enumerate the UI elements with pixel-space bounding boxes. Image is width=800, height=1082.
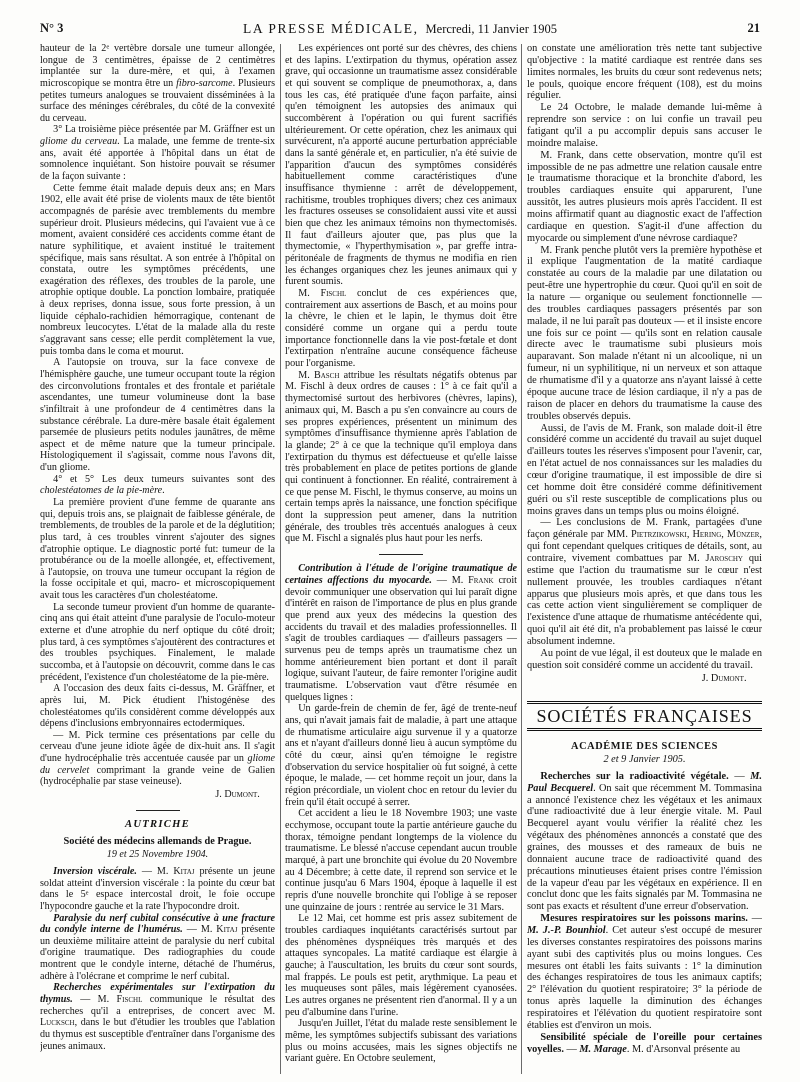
paragraph-text: — M. [431, 574, 469, 586]
paragraph [285, 913, 517, 1018]
paragraph-text: Un garde-frein de chemin de fer, âgé de trente-neuf ans, qui n'avait jamais fait de maladie, à part une attaque de rhumatisme articulaire aigu survenue il y a quatorze ans et n'ayant d'ailleurs donné lieu à aucun symptôme du côté du cœur, ainsi qu'en témoigne le registre d'observation du service hospitalier où fut soigné, à cette époque, le malade, — cet homme reçoit un jour, dans la région précordiale, un violent choc en retour du levier du frein qu'il était occupé à serrer. [285, 703, 517, 808]
paragraph-text: 3° La troisième pièce présentée par M. Gräffner est un [53, 124, 275, 136]
paragraph-text: hauteur de la 2 [40, 43, 107, 54]
section-title: M. Marage [579, 1043, 627, 1055]
paragraph-text: La première provient d'une femme de quarante ans qui, depuis trois ans, se plaignait de faiblesse générale, de tremblements, de troubles de la parole et de la déglutition; plus tard, à ces troubles vinrent s'ajouter des signes d'atrophie optique. Le diagnostic porté fut: tumeur de la protubérance ou de la moelle allongée, et, effectivement, à l'autopsie, on trouva une tumeur occupant la région de la fosse occipitale et qui, macro- et microscopiquement avait tous les caractères d'un cholestéatome. [40, 496, 275, 602]
paragraph [40, 982, 275, 1052]
paragraph-text: M. Frank penche plutôt vers la première hypothèse et il explique l'augmentation de la matité cardiaque constatée au cours de la maladie par une dilatation ou peut-être une hypertrophie du cœur. Quoi qu'il en soit de la nature — organique ou seulement fonctionnelle — des troubles cardiaques passagers présentés par son malade, il ne lui paraît pas douteux — et il insiste encore une fois sur ce point — qu'ils sont en relation causale directe avec le traumatisme subi plusieurs mois auparavant. Son malade n'étant ni un alcoolique, ni un fumeur, ni un syphilitique, ni un nerveux et son attaque de rhumatisme d'il y a quatorze ans n'ayant laissé à cette époque aucune trace de lésion cardiaque, il n'y a pas de raison de placer en dehors du traumatisme la cause des troubles observés depuis. [527, 244, 762, 422]
column-3 [527, 43, 762, 1074]
paragraph [527, 771, 762, 913]
paragraph-text: — M. Pick termine ces présentations par celle du cerveau d'une jeune idiote âgée de dix-huit ans. Il s'agit d'une hydrocéphalie très accentuée causée par un [40, 729, 275, 765]
paragraph-text: conclut de ces expériences que, contrairement aux assertions de Basch, et au moins pour la chèvre, le chien et le lapin, le thymus doit être considéré comme un organe qui a perdu toute importance fonctionnelle dans la vie post-fœtale et dont l'extirpation n'entraîne aucune conséquence fâcheuse pour l'organisme. [285, 288, 517, 370]
paragraph-text: Jusqu'en Juillet, l'état du malade reste sensiblement le même, les symptômes subjectifs subissant des variations plus ou moins accusées, mais les signes objectifs ne variant guère. En Octobre seulement, [285, 1018, 517, 1065]
author-name: Kitaj [173, 865, 195, 877]
paragraph-text: Au point de vue légal, il est douteux que le malade en question soit considéré comme un accidenté du travail. [527, 647, 762, 671]
paragraph [40, 913, 275, 983]
column-text [527, 43, 762, 1056]
paragraph [40, 602, 275, 683]
paragraph-text: Cette femme était malade depuis deux ans; en Mars 1902, elle avait été prise de violents maux de tête bientôt accompagnés de parésie avec tremblements du membre supérieur droit. Plusieurs médecins, qui l'avaient vue à ce moment, avaient considéré ces accidents comme étant de nature syphilitique, et avaient institué le traitement spécifique, mais sans résultat. A son entrée à l'hôpital on constata, outre les symptômes précédents, une exagération des réflexes, des troubles de la parole, une atrophie optique double. La ponction lombaire, pratiquée à deux reprises, donna issue, sous forte pression, à un liquide céphalo-rachidien hémorragique, contenant de nombreux leucocytes. L'état de la malade alla du reste s'aggravant sans cesse; elle perdit complètement la vue, puis tomba dans le coma et mourut. [40, 182, 275, 357]
paragraph-text: présente un jeune soldat atteint d'inversion viscérale : la pointe du cœur bat dans le 5 [40, 865, 275, 901]
paragraph [527, 150, 762, 245]
journal-title: LA PRESSE MÉDICALE, [243, 21, 419, 36]
issue-number: N° 3 [40, 21, 64, 35]
paragraph [527, 423, 762, 518]
paragraph-text: qui estime que l'action du traumatisme sur le cœur n'est nullement prouvée, les troubles cardiaques n'étant apparus que plusieurs mois après, et que dans tous les cas cette action vient singulièrement se compliquer de l'existence d'une attaque de rhumatisme antécédente qui, quoi qu'il ait été dit, n'a probablement pas laissé le cœur absolument indemne. [527, 552, 762, 647]
paragraph-text: . Cet auteur s'est occupé de mesurer les diverses constantes respiratoires des poissons marins ayant subi des captivités plus ou moins longues. Ces mesures ont établi les faits suivants : 1° la diminution des échanges respiratoires de tous les animaux captifs; 2° l'élévation du quotient respiratoire; 3° la période de tonus après laquelle la diminution des échanges respiratoires et l'élévation du quotient respiratoire sont établies est d'environ un mois. [527, 925, 762, 1031]
paragraph [527, 913, 762, 1032]
column-text [285, 43, 517, 1065]
paragraph-text: — M. [136, 865, 174, 877]
separator-rule [379, 554, 423, 555]
column-2 [285, 43, 517, 1074]
section-title: Inversion viscérale. [53, 865, 137, 877]
paragraph [40, 474, 275, 497]
paragraph-text: — [728, 770, 751, 782]
paragraph-text: — M. [182, 924, 217, 936]
italic-term: cholestéatomes de la pie-mère [40, 485, 163, 497]
section-title: M. Paul Becquerel [527, 770, 762, 794]
author-name: Lucksch [40, 1017, 75, 1029]
paragraph-text: espace intercostal droit, le foie occupe l'hypocondre gauche et la rate l'hypocondre droit. [40, 889, 275, 912]
paragraph [285, 43, 517, 288]
society-heading: Société des médecins allemands de Prague. [63, 836, 252, 848]
section-title: Paralysie du nerf cubital consécutive à une fracture du condyle interne de l'humérus. [40, 912, 275, 936]
paragraph-text: Cet accident a lieu le 18 Novembre 1903; une vaste ecchymose, occupant toute la partie antérieure gauche du thorax, témoigne pendant longtemps de la violence du traumatisme. Le blessé n'accuse cependant aucun trouble marqué, à part une bronchite qui évolue du 20 Novembre au 4 Décembre; à cette date, il reprend son service et le continue jusqu'au 6 Mars 1904, époque à laquelle il est repris d'une nouvelle bronchite qui l'oblige à se reposer une quinzaine de jours : rentrée au service le 31 Mars. [285, 808, 517, 913]
paragraph-text: M. [298, 288, 321, 300]
column-text [40, 43, 275, 1052]
author-name: Frank [468, 574, 494, 586]
signature: J. Dumont. [701, 672, 747, 684]
communication-title: Recherches sur la radioactivité végétale. [540, 770, 729, 782]
paragraph [285, 288, 517, 370]
paragraph-text: . La malade, une femme de trente-six ans, avait été apportée à l'hôpital dans un état de somnolence inquiétant. Son histoire pouvait se résumer de la façon suivante : [40, 136, 275, 183]
paragraph-text: . Plusieurs petites tumeurs analogues se trouvaient disséminées à la surface des méninges cérébrales, du côté de la convexité du cerveau. [40, 77, 275, 124]
paragraph-text: M. [298, 369, 314, 381]
paragraph [285, 370, 517, 545]
paragraph [40, 683, 275, 730]
paragraph-text: vertèbre dorsale une tumeur allongée, longue de 3 centimètres, épaisse de 2 centimètres implantée sur la dure-mère, et qui, à l'examen microscopique se montra être un [40, 43, 275, 89]
academy-heading: ACADÉMIE DES SCIENCES [571, 740, 718, 752]
paragraph [527, 517, 762, 647]
paragraph [40, 357, 275, 473]
paragraph-text: 4° et 5° Les deux tumeurs suivantes sont des [53, 473, 275, 485]
paragraph-text: — [747, 913, 762, 925]
paragraph [40, 497, 275, 602]
paragraph [527, 648, 762, 672]
paragraph-text: — Les conclusions de M. Frank, partagées d'une façon générale par MM. [527, 517, 762, 541]
paragraph [40, 183, 275, 358]
author-name: Fischl [116, 994, 143, 1005]
paragraph-text: M. Frank, dans cette observation, montre qu'il est impossible de ne pas admettre une relation causale entre le traumatisme thoracique et la bronchite d'abord, les troubles cardiaques ensuite qui apparurent, l'une aussitôt, les autres plusieurs mois après l'accident. Il est moins affirmatif quant au diagnostic exact de l'affection cardiaque en question. S'agit-il d'une affection du myocarde ou simplement d'une névrose cardiaque? [527, 149, 762, 244]
paragraph-text: . On sait que récemment M. Tommasina a annoncé l'existence chez les végétaux et les animaux d'une radioactivité due à leur énergie vitale. M. Paul Becquerel ayant voulu vérifier la réalité chez les végétaux des phénomènes annoncés a constaté que des graines, des mousses et des rameaux de buis ne donnaient aucune trace de radioactivité quand des précautions minutieuses étaient prises contre l'émission de la vapeur d'eau par les végétaux en expérience. Il en conclut donc que les faits signalés par M. Tommasina ne sont pas exacts et résultent d'une erreur d'observation. [527, 782, 762, 913]
paragraph [527, 245, 762, 423]
paragraph-text: communique le résultat des recherches qu'il a entreprises, de concert avec M. [40, 994, 275, 1017]
paragraph-text: Le 12 Mai, cet homme est pris assez subitement de troubles cardiaques inquiétants caractérisés surtout par des phénomènes dyspnéiques très marqués et des attaques syncopales. La matité cardiaque est élargie à gauche; à l'auscultation, les bruits du cœur sont sourds, mal frappés. Le pouls est petit, arythmique. La peau et les muqueuses sont pâles, mais légèrement cyanosées. Les autres organes ne présentent rien d'anormal. Il y a un peu d'albumine dans l'urine. [285, 913, 517, 1018]
paragraph-text: Les expériences ont porté sur des chèvres, des chiens et des lapins. L'extirpation du thymus, opération assez grave, qui occasionne un traumatisme assez considérable et qui souvent se complique de pneumothorax, a, dans tous les cas, été pratiquée d'une façon parfaite, ainsi qu'en témoignent les autopsies des animaux qui succombèrent à l'opération ou qui furent sacrifiés ultérieurement. Or cette opération, chez les animaux qui survécurent, n'a apporté aucune perturbation appréciable dans la santé générale et, en particulier, n'a été suivie de l'apparition d'aucun des symptômes considérés habituellement comme caractéristiques d'une insuffisance thymienne : arrêt de développement, rachitisme, troubles trophiques divers; chez ces animaux les fractures osseuses se consolidaient aussi vite et aussi bien que chez les animaux témoins non thymectomisés. Il faut d'ailleurs ajouter que, pas plus que la thymectomie, « l'hyperthymisation », par greffe intra-péritonéale de fragments de thymus ne modifia en rien les échanges organiques chez les jeunes animaux qui y furent soumis. [285, 43, 517, 288]
section-title: Recherches expérimentales sur l'extirpation du thymus. [40, 982, 275, 1005]
section-title: Contribution à l'étude de l'origine traumatique de certaines affections du myocarde. [285, 563, 517, 586]
page-number: 21 [747, 21, 760, 35]
paragraph [527, 1032, 762, 1056]
signature: J. Dumont. [215, 789, 260, 800]
paragraph-text: La seconde tumeur provient d'un homme de quarante-cinq ans qui était atteint d'une paralysie de l'oculo-moteur externe et d'une atrophie du nerf optique du côté droit; plus tard, à ces symptômes s'ajoutèrent des contractures et des troubles psychiques. Finalement, le malade succomba, et à l'autopsie on découvrit, comme dans le cas précédent, l'existence d'un cholestéatome de la pie-mère. [40, 601, 275, 683]
session-date: 2 et 9 Janvier 1905. [603, 753, 686, 765]
paragraph-text: présente un deuxième militaire atteint de paralysie du nerf cubital d'origine traumatique. Des radiographies du coude montrent que le condyle interne, détaché de l'humérus, adhère à l'olécrane et comprime le nerf cubital. [40, 924, 275, 982]
paragraph-text: , dans le but d'étudier les troubles que l'ablation du thymus est susceptible d'entraîner dans l'organisme des jeunes animaux. [40, 1017, 275, 1052]
paragraph-text: — [563, 1043, 580, 1055]
paragraph [285, 808, 517, 913]
issue-date: Mercredi, 11 Janvier 1905 [425, 22, 557, 36]
italic-term: fibro-sarcome [176, 77, 233, 89]
paragraph [40, 124, 275, 182]
paragraph-text: on constate une amélioration très nette tant subjective qu'objective : la matité cardiaque est rentrée dans ses limites normales, les bruits du cœur sont redevenus nets; le pouls, quoique encore fréquent (108), est du moins régulier. [527, 43, 762, 102]
italic-term: gliome du cerveau [40, 136, 118, 148]
paragraph [40, 730, 275, 788]
superscript: e [85, 889, 89, 897]
column-1 [40, 43, 275, 1074]
paragraph-text: Le 24 Octobre, le malade demande lui-même à reprendre son service : on lui confie un travail peu fatigant qu'il a pu accomplir depuis sans accuser le moindre malaise. [527, 102, 762, 149]
paragraph [285, 1018, 517, 1065]
section-title: M. J.-P. Bounhiol [527, 925, 606, 937]
paragraph-text: . M. d'Arsonval présente au [626, 1043, 741, 1055]
author-name: Basch [313, 369, 340, 381]
author-name: Jaroschy [705, 552, 743, 564]
paragraph [40, 866, 275, 913]
paragraph-text: . [162, 485, 165, 497]
paragraph-text: Aussi, de l'avis de M. Frank, son malade doit-il être considéré comme un accidenté du travail au sujet duquel d'ailleurs toutes les réserves s'imposent pour l'avenir, car, en l'état actuel de nos connaissances sur les maladies du cœur d'origine traumatique, il est impossible de dire si cet homme doit être considéré comme définitivement guéri ou s'il reste susceptible de complications plus ou moins graves dans un temps plus ou moins éloigné. [527, 422, 762, 517]
author-name: Pietrzikowski, Hering, Münzer [630, 529, 760, 541]
session-date: 19 et 25 Novembre 1904. [106, 849, 209, 861]
paragraph [527, 102, 762, 149]
author-name: Fischl [320, 288, 347, 300]
column-divider [521, 44, 522, 1074]
paragraph-text: croit devoir communiquer une observation qui lui paraît digne d'intérêt en raison de l'importance de plus en plus grande que prend aux yeux des médecins la question des accidents du travail et des maladies professionnelles. Il s'agit de troubles cardiaques — d'ailleurs passagers — survenus peu de temps après un traumatisme chez un homme antérieurement bien portant et dont il paraît logique, suivant l'auteur, de faire remonter l'origine audit traumatisme. L'observation vaut d'être résumée en quelques lignes : [285, 574, 517, 703]
section-banner: SOCIÉTÉS FRANÇAISES [527, 701, 762, 731]
paragraph-text: — M. [72, 994, 117, 1005]
separator-rule [136, 810, 180, 811]
paragraph-text: attribue les résultats négatifs obtenus par M. Fischl à deux ordres de causes : 1° à ce fait qu'il a thymectomisé surtout des herbivores (chèvres, lapins), animaux qui, M. Basch a pu s'en convaincre au cours de ses propres expériences, présentent un minimum des symptômes d'insuffisance thymienne après l'ablation de la glande; 2° à ce que la technique qu'il employa dans l'extirpation du thymus est défectueuse et qu'elle laisse très probablement en place de petites portions de glande qui continuent à fonctionner. En réalité, contrairement à ce que pense M. Fischl, le thymus conserve, au moins un certain temps après la naissance, une fonction spécifique dont la suppression peut amener, dans la nutrition générale, des troubles très accentués analogues à ceux que M. Fischl a signalés plus haut pour les nerfs. [285, 369, 517, 545]
communication-title: Sensibilité spéciale de l'oreille pour certaines voyelles. [527, 1031, 762, 1055]
paragraph-text: A l'occasion des deux faits ci-dessus, M. Gräffner, et après lui, M. Pick étudient l'histogénèse des cholestéatomes qu'ils considèrent comme développés aux dépens d'inclusions embryonnaires ectodermiques. [40, 683, 275, 730]
paragraph [285, 703, 517, 808]
running-header [120, 20, 680, 38]
paragraph-text: A l'autopsie on trouva, sur la face convexe de l'hémisphère gauche, une tumeur occupant toute la région des circonvolutions frontales et des frontale et pariétale ascendantes, une tumeur volumineuse dont la base s'infiltrait à une profondeur de 4 centimètres dans la substance cérébrale. La dure-mère basale était également parsemée de plusieurs petits nodules jaunâtres, de même aspect et de même nature que la tumeur principale. Histologiquement il s'agissait, comme nous l'avons dit, d'un gliome. [40, 357, 275, 474]
italic-term: gliome du cervelet [40, 753, 275, 776]
paragraph [527, 43, 762, 102]
author-name: Kitaj [216, 924, 238, 936]
paragraph [285, 563, 517, 703]
country-heading: AUTRICHE [124, 818, 191, 830]
paragraph-text: , qui font cependant quelques critiques de détails, sont, au contraire, vivement combattues par M. [527, 529, 762, 564]
communication-title: Mesures respiratoires sur les poissons marins. [540, 913, 748, 925]
paragraph-text: comprimant la grande veine de Galien (hydrocéphalie par stase veineuse). [40, 764, 275, 788]
column-divider [280, 44, 281, 1074]
superscript: e [106, 43, 110, 51]
paragraph [40, 43, 275, 124]
